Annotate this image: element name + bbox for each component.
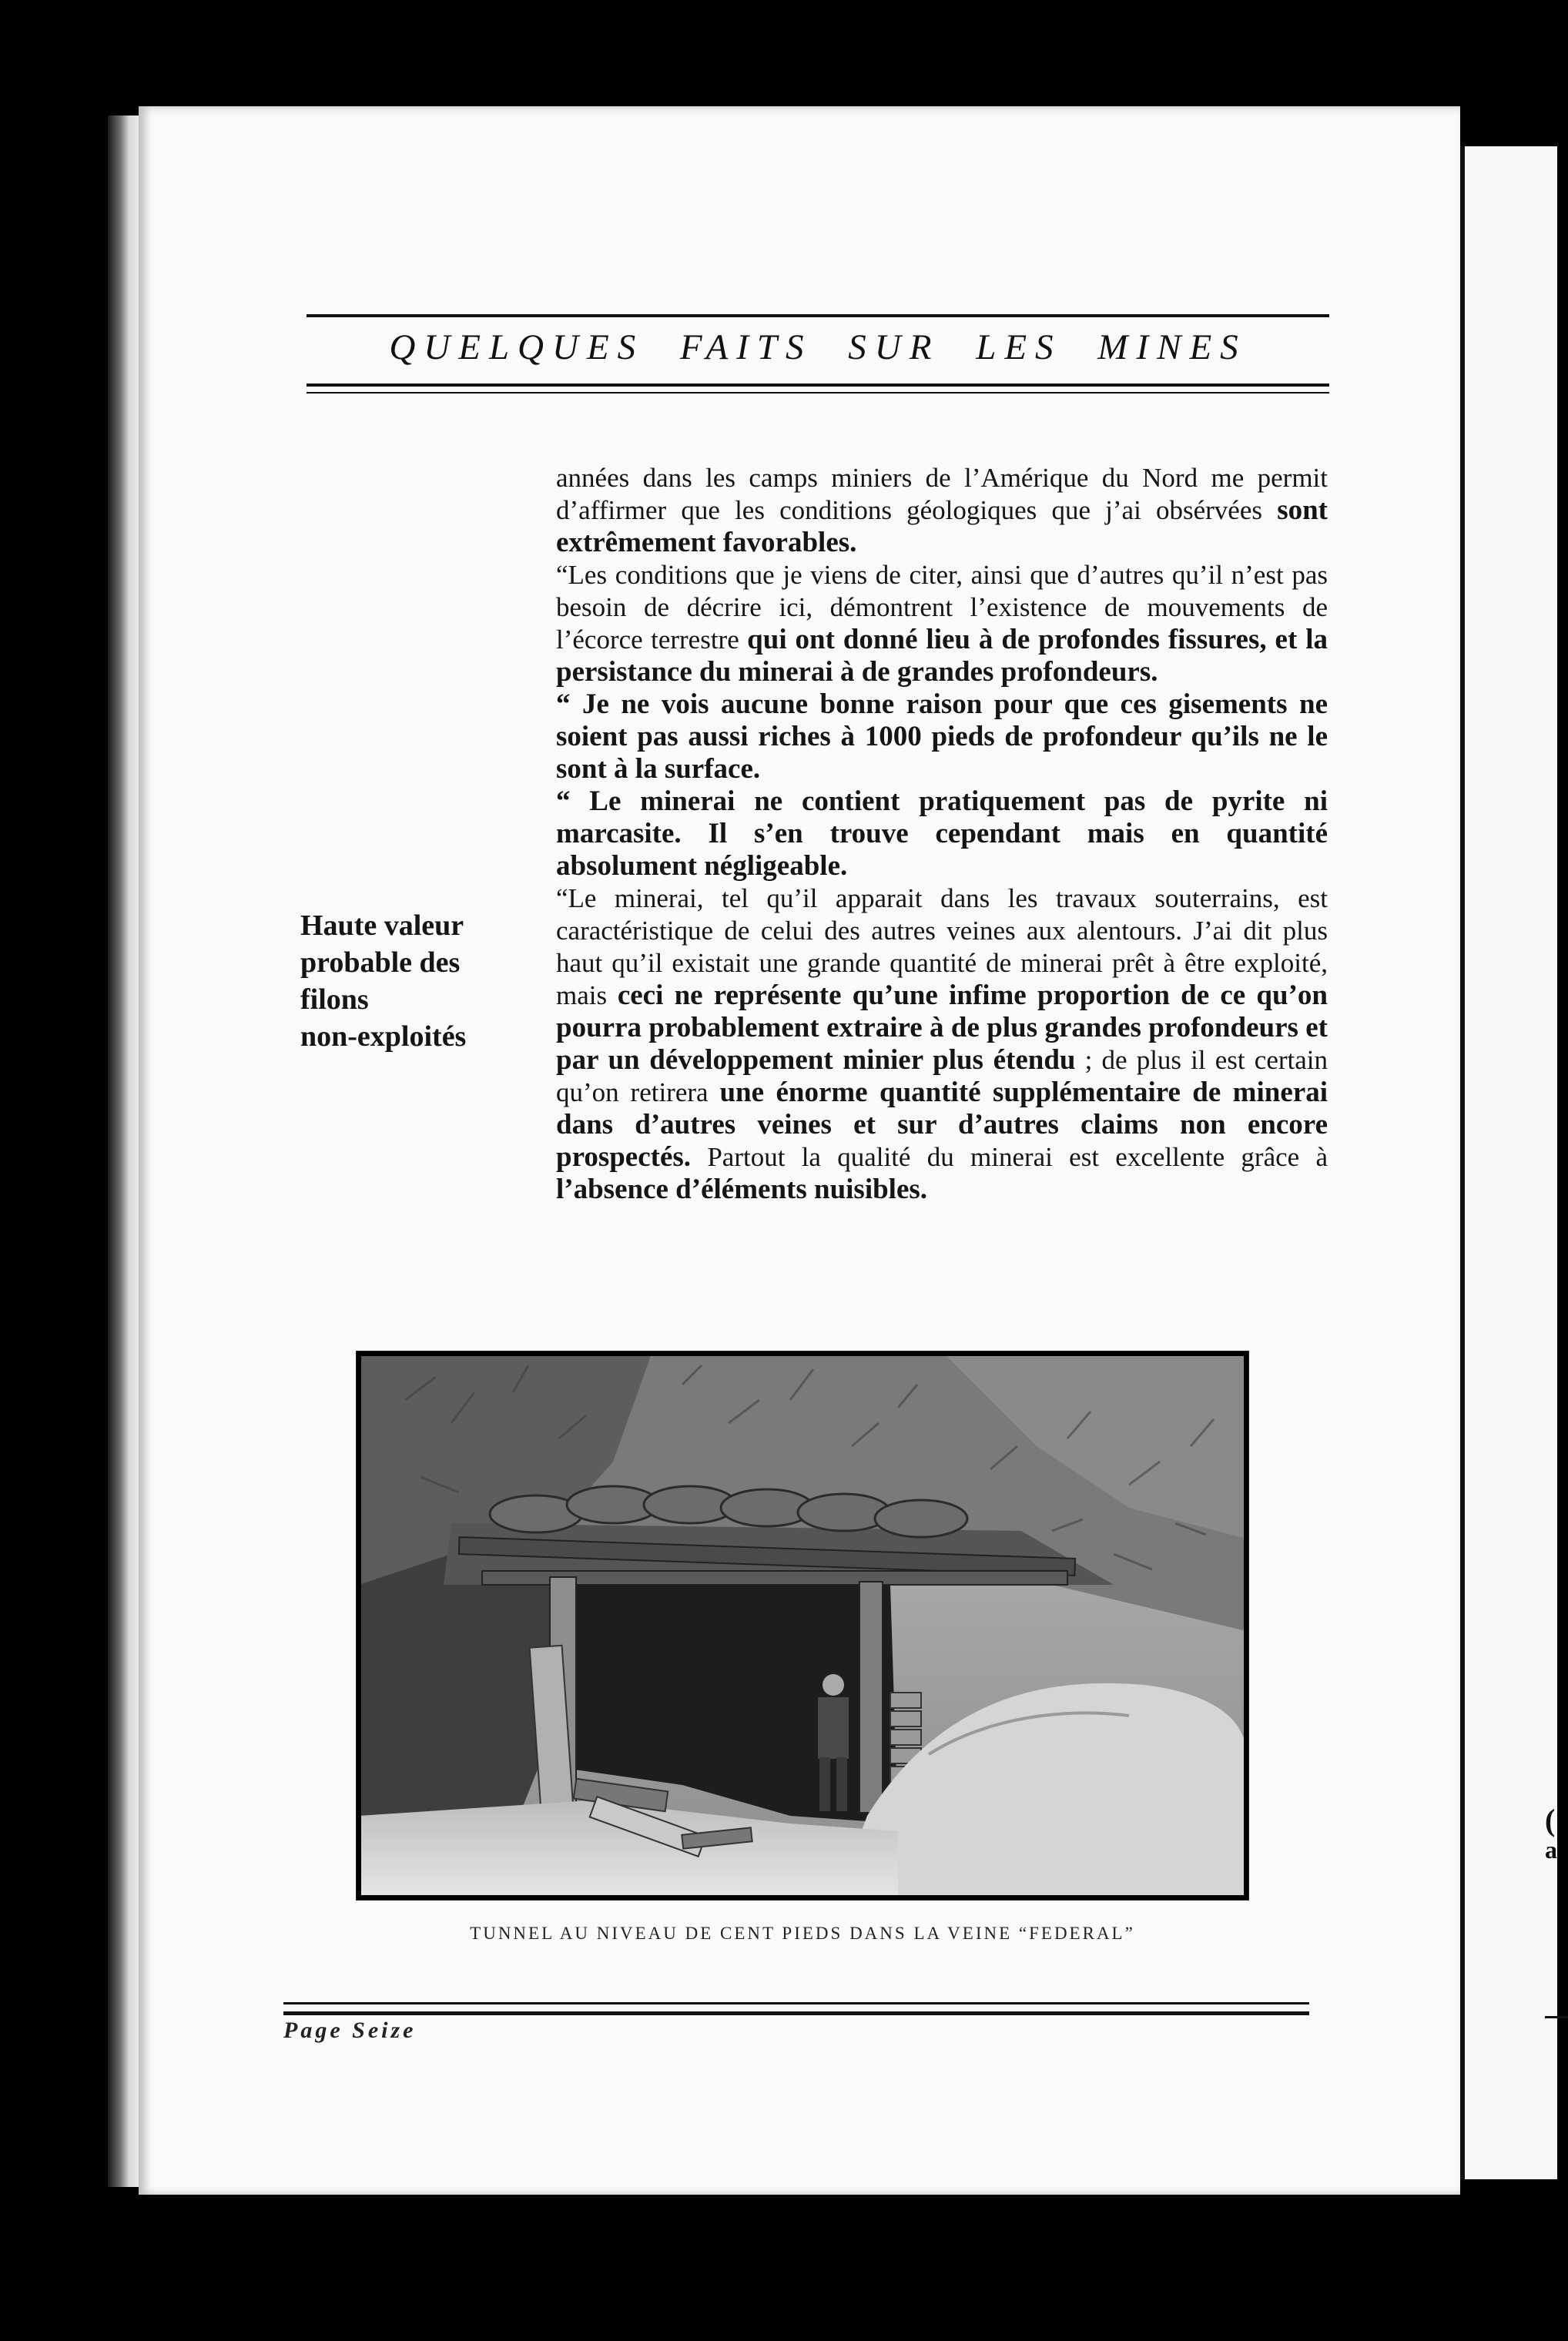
facing-page-glyph: (	[1545, 1803, 1556, 1837]
footer-rule-thick	[283, 2011, 1309, 2015]
margin-note-line: probable des	[300, 946, 461, 979]
text-run: ; de plus il est certain qu’on retirera	[556, 1045, 1328, 1107]
bold-text-run: ceci ne représente qu’une infime proportion de ce qu’on pourra probablement extraire à de plus grandes profondeurs et par un développement minier plus étendu	[556, 980, 1328, 1076]
bold-paragraph: “ Je ne vois aucune bonne raison pour que ces gisements ne soient pas aussi riches à 1000 pieds de profondeur qu’ils ne le sont à la surface.	[556, 688, 1328, 785]
bold-text-run: une énorme quantité supplémentaire de minerai dans d’autres veines et sur d’autres claims non encore prospectés.	[556, 1077, 1328, 1173]
text-run: “Les conditions que je viens de citer, ainsi que d’autres qu’il n’est pas besoin de décrire ici, démontrent l’existence de mouvements de l’écorce terrestre	[556, 560, 1328, 655]
facing-page-rule	[1545, 2016, 1568, 2018]
bold-text-run: l’absence d’éléments nuisibles.	[556, 1174, 928, 1205]
text-run: années dans les camps miniers de l’Amérique du Nord me permit d’affirmer que les conditions géologiques que j’ai obsérvées	[556, 463, 1328, 525]
bold-text-run: qui ont donné lieu à de profondes fissures, et la persistance du minerai à de grandes profondeurs.	[556, 624, 1328, 688]
tunnel-photo-illustration	[359, 1354, 1246, 1897]
paragraph	[556, 462, 1328, 559]
page-number-label: Page Seize	[283, 2018, 417, 2043]
facing-page-edge	[1460, 146, 1557, 2179]
margin-note-line: filons	[300, 983, 369, 1016]
paragraph	[556, 559, 1328, 688]
header-rule-bottom-thin	[307, 392, 1329, 394]
tunnel-photograph	[356, 1351, 1249, 1901]
margin-note	[300, 907, 531, 1055]
paragraph	[556, 882, 1328, 1206]
text-run: Partout la qualité du minerai est excellente grâce à	[691, 1142, 1328, 1172]
text-run: “Le minerai, tel qu’il apparait dans les travaux souterrains, est caractéristique de celui des autres veines aux alentours. J’ai dit plus haut qu’il existait une grande quantité de minerai prêt à être exploité, mais	[556, 883, 1328, 1010]
header-rule-bottom	[307, 383, 1329, 387]
body-text-column	[556, 462, 1328, 1206]
margin-note-line: Haute valeur	[300, 909, 464, 942]
running-header-title: QUELQUES FAITS SUR LES MINES	[389, 327, 1247, 367]
facing-page-glyph: a	[1545, 1836, 1557, 1864]
photo-caption: TUNNEL AU NIVEAU DE CENT PIEDS DANS LA VEINE “FEDERAL”	[470, 1924, 1135, 1943]
footer-rule-thin	[283, 2002, 1309, 2004]
bold-paragraph: “ Le minerai ne contient pratiquement pas de pyrite ni marcasite. Il s’en trouve cependant mais en quantité absolument négligeable.	[556, 785, 1328, 882]
bold-text-run: sont extrêmement favorables.	[556, 494, 1328, 558]
margin-note-line: non-exploités	[300, 1020, 467, 1053]
